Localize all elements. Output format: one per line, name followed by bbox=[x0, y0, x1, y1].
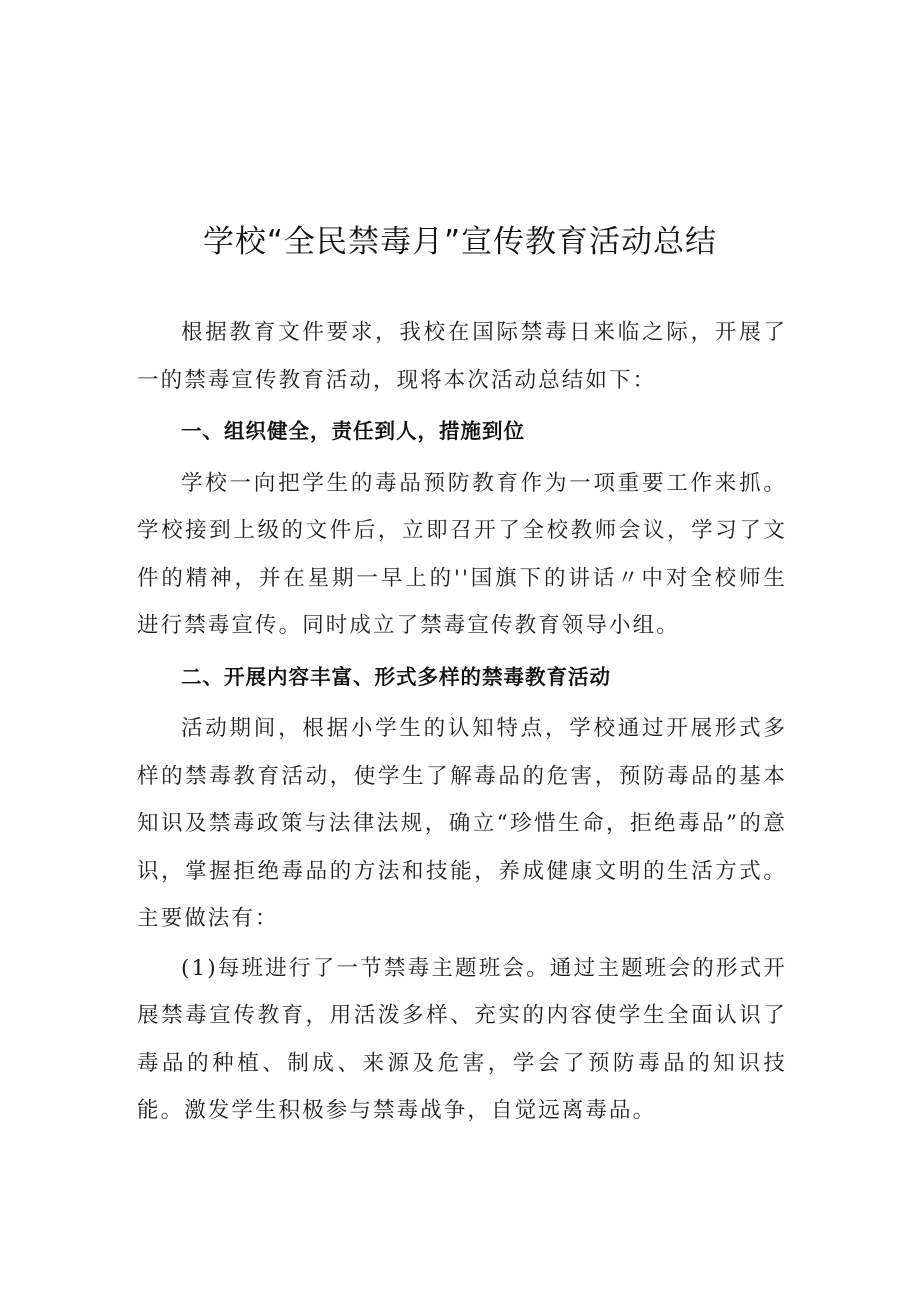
document-body bbox=[137, 309, 787, 1135]
section-1-paragraph: 学校一向把学生的毒品预防教育作为一项重要工作来抓。学校接到上级的文件后，立即召开了全校教师会议，学习了文件的精神，并在星期一早上的''国旗下的讲话〃中对全校师生进行禁毒宣传。同时成立了禁毒宣传教育领导小组。 bbox=[137, 470, 787, 638]
section-1-heading: 一、组织健全，责任到人，措施到位 bbox=[181, 419, 525, 443]
section-2-heading: 二、开展内容丰富、形式多样的禁毒教育活动 bbox=[181, 664, 611, 689]
list-item-1-paragraph: (1)每班进行了一节禁毒主题班会。通过主题班会的形式开展禁毒宣传教育，用活泼多样、充实的内容使学生全面认识了毒品的种植、制成、来源及危害，学会了预防毒品的知识技能。激发学生积极参与禁毒战争，自觉远离毒品。 bbox=[137, 955, 787, 1123]
document-title: 学校“全民禁毒月”宣传教育活动总结 bbox=[202, 224, 718, 260]
intro-paragraph: 根据教育文件要求，我校在国际禁毒日来临之际，开展了一的禁毒宣传教育活动，现将本次活动总结如下： bbox=[137, 320, 787, 393]
section-2-paragraph: 活动期间，根据小学生的认知特点，学校通过开展形式多样的禁毒教育活动，使学生了解毒品的危害，预防毒品的基本知识及禁毒政策与法律法规，确立“珍惜生命，拒绝毒品”的意识，掌握拒绝毒品的方法和技能，养成健康文明的生活方式。主要做法有： bbox=[137, 716, 787, 931]
